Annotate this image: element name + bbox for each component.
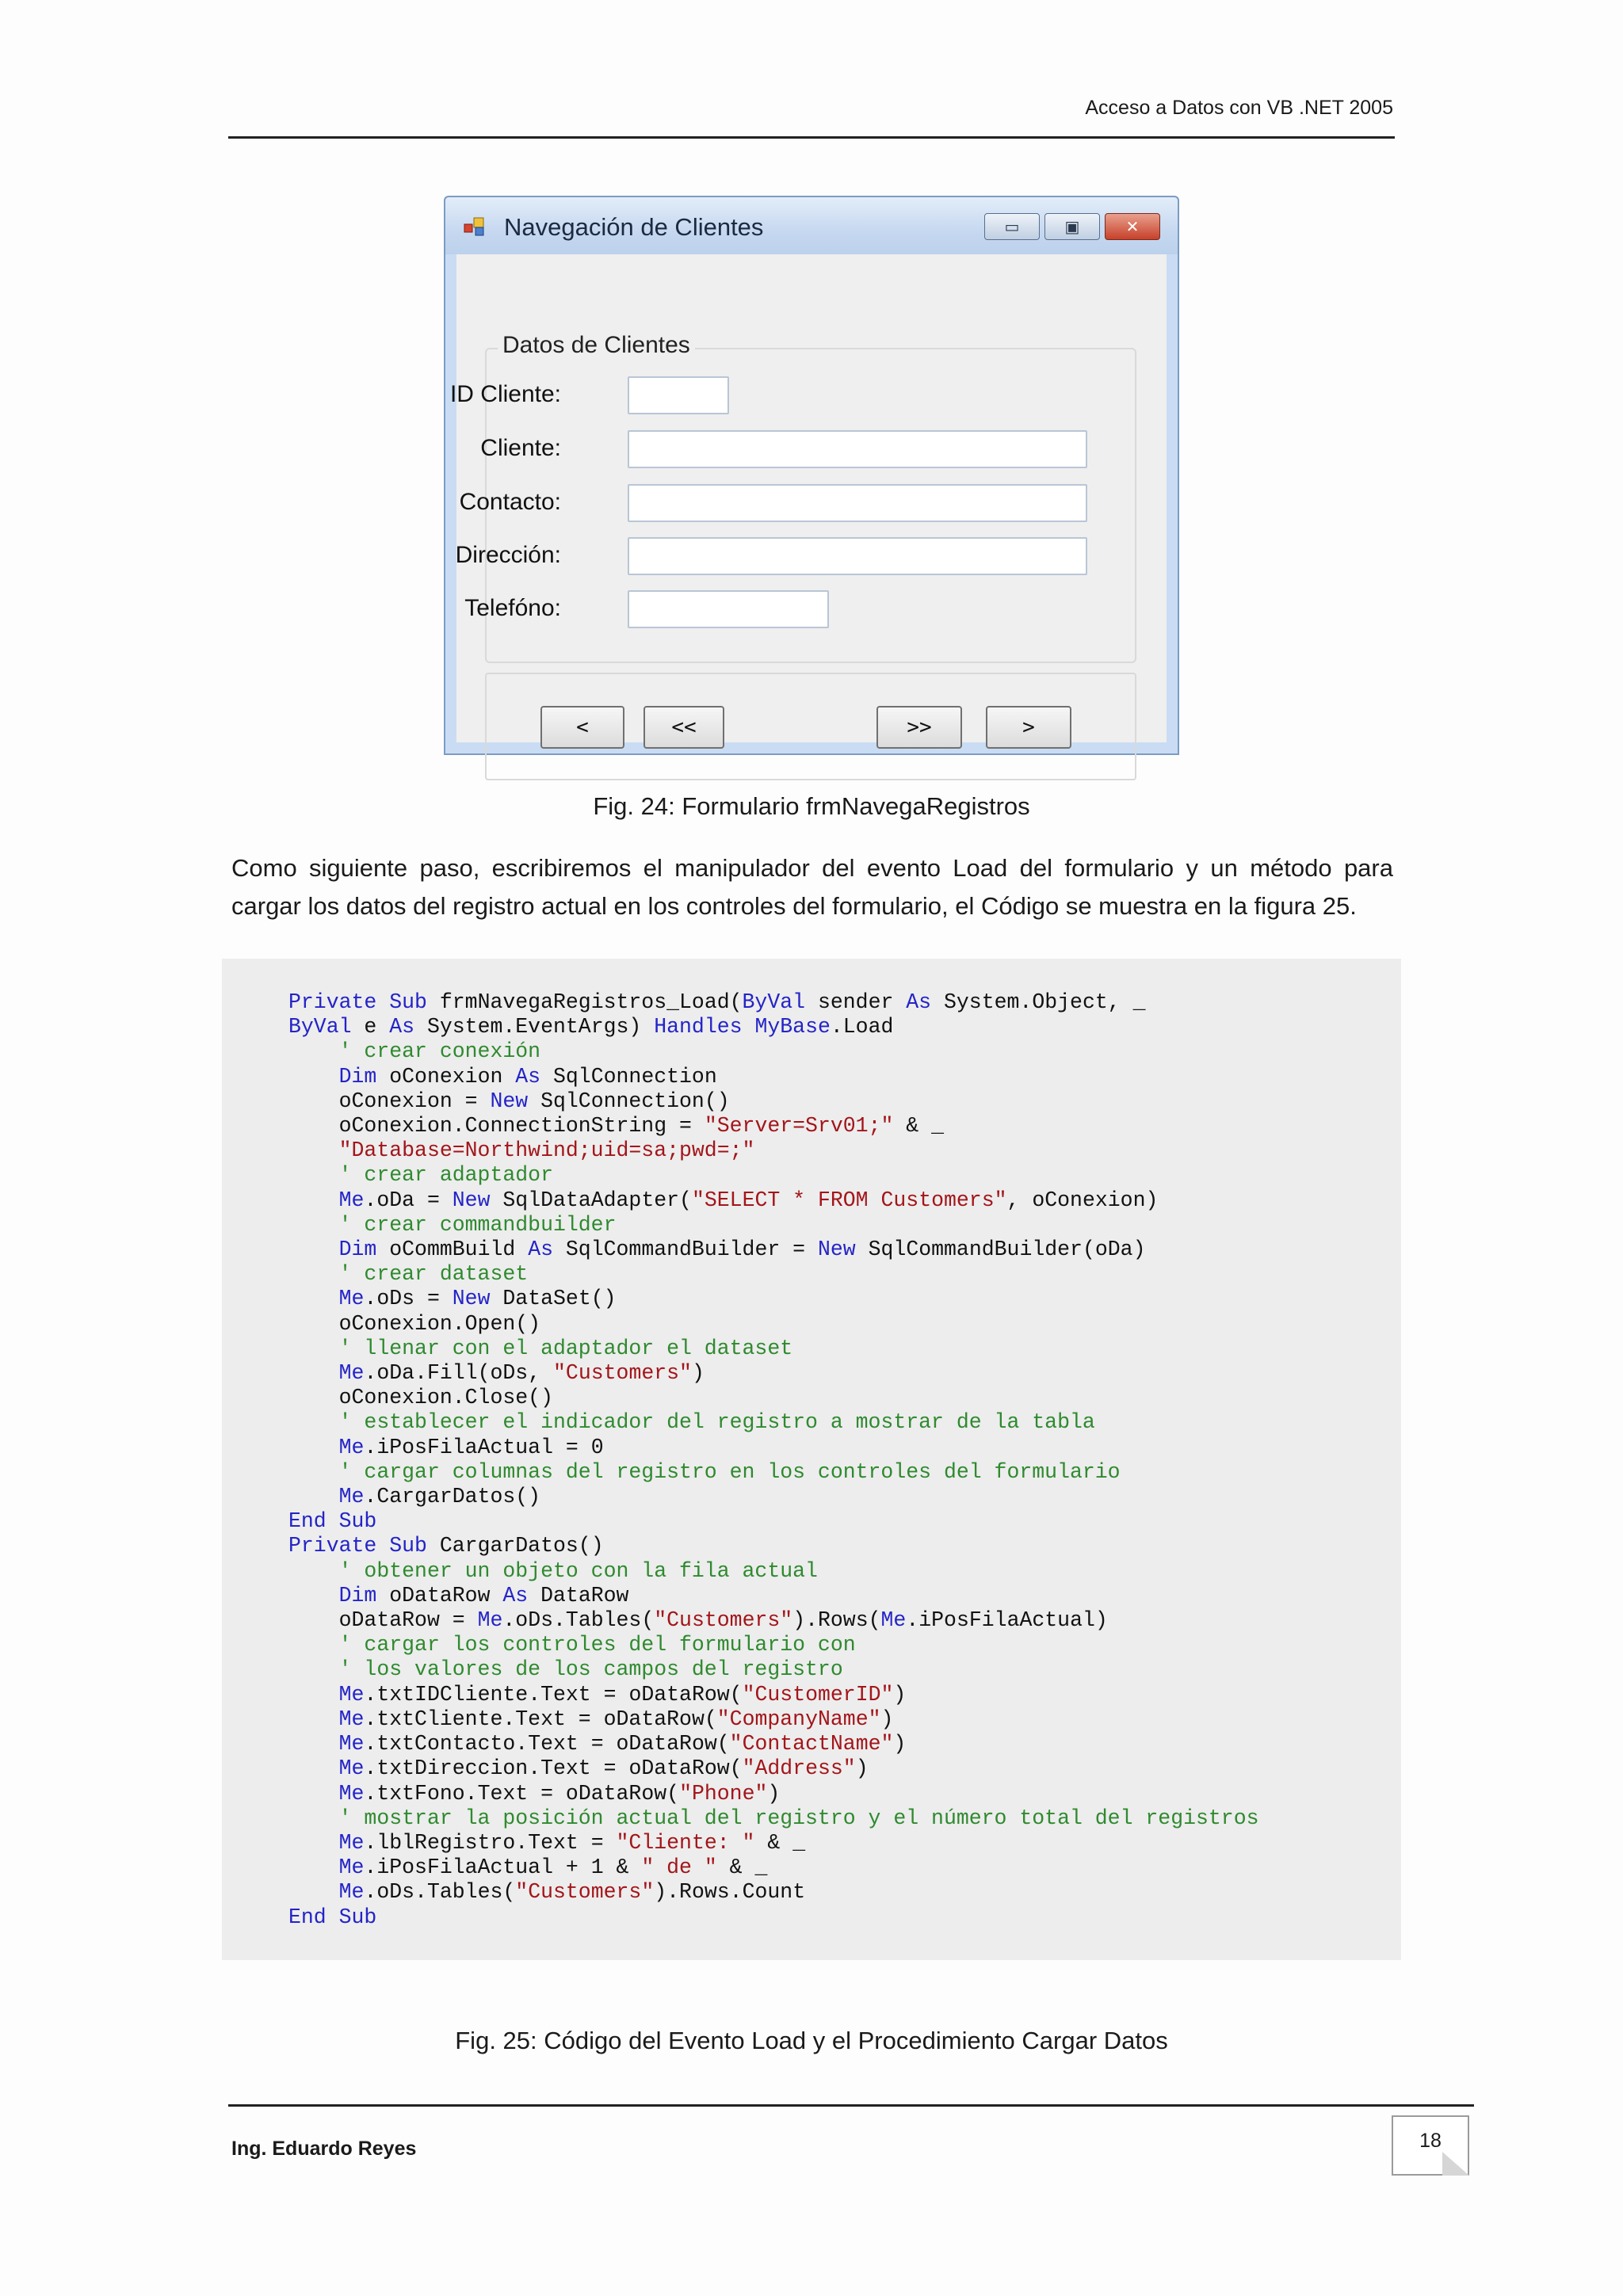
txt-telefono[interactable] <box>628 590 829 628</box>
code-line: ' crear conexión <box>338 1039 541 1064</box>
maximize-icon: ▣ <box>1064 217 1080 236</box>
code-line: Private Sub frmNavegaRegistros_Load(ByVal sender As System.Object, _ <box>288 990 1146 1014</box>
code-line: ' mostrar la posición actual del registro y el número total del registros <box>338 1806 1259 1830</box>
code-line: ' obtener un objeto con la fila actual <box>338 1558 818 1583</box>
code-line: Me.CargarDatos() <box>338 1485 541 1509</box>
code-line: "Database=Northwind;uid=sa;pwd=;" <box>338 1138 755 1163</box>
label-direccion: Dirección: <box>455 542 561 568</box>
header-rule <box>228 136 1395 139</box>
code-line: Me.oDs.Tables("Customers").Rows.Count <box>338 1880 806 1905</box>
code-line: Me.oDa.Fill(oDs, "Customers") <box>338 1361 705 1386</box>
minimize-icon: ▭ <box>1004 217 1020 236</box>
code-line: ' cargar los controles del formulario con <box>338 1633 856 1657</box>
maximize-button[interactable] <box>1044 213 1100 240</box>
last-button[interactable]: >> <box>876 706 962 749</box>
code-line: ' los valores de los campos del registro <box>338 1657 843 1682</box>
body-paragraph: Como siguiente paso, escribiremos el manipulador del evento Load del formulario y un método para cargar los datos del registro actual en los controles del formulario, el Código se muestra en la figura 25. <box>231 854 1393 920</box>
form-window <box>444 196 1179 755</box>
txt-cliente[interactable] <box>628 430 1087 468</box>
group-title: Datos de Clientes <box>498 332 695 359</box>
code-block <box>222 959 1401 1960</box>
prev-button[interactable]: < <box>540 706 624 749</box>
code-line: ' crear adaptador <box>338 1163 553 1188</box>
code-line: oConexion = New SqlConnection() <box>338 1089 730 1113</box>
code-line: oConexion.Open() <box>338 1311 541 1336</box>
txt-contacto[interactable] <box>628 484 1087 522</box>
code-line: Private Sub CargarDatos() <box>288 1534 604 1558</box>
next-button[interactable]: > <box>986 706 1071 749</box>
code-line: ' crear dataset <box>338 1262 529 1287</box>
code-line: Me.iPosFilaActual = 0 <box>338 1435 604 1459</box>
code-line: Me.txtFono.Text = oDataRow("Phone") <box>338 1781 781 1806</box>
code-line: Me.iPosFilaActual + 1 & " de " & _ <box>338 1855 768 1880</box>
label-telefono: Telefóno: <box>464 595 561 621</box>
minimize-button[interactable] <box>984 213 1040 240</box>
code-line: Me.lblRegistro.Text = "Cliente: " & _ <box>338 1830 806 1855</box>
code-line: Dim oDataRow As DataRow <box>338 1583 629 1608</box>
code-line: Me.txtIDCliente.Text = oDataRow("CustomerID") <box>338 1682 907 1707</box>
label-id-cliente: ID Cliente: <box>449 381 561 407</box>
code-line: Me.oDa = New SqlDataAdapter("SELECT * FROM Customers", oConexion) <box>338 1188 1159 1212</box>
code-line: Me.oDs = New DataSet() <box>338 1287 617 1311</box>
txt-direccion[interactable] <box>628 537 1087 575</box>
close-button[interactable] <box>1105 213 1160 240</box>
form-client-area <box>449 254 1167 742</box>
page-number-box <box>1392 2115 1469 2176</box>
code-line: ' crear commandbuilder <box>338 1212 617 1237</box>
page-number: 18 <box>1419 2130 1442 2152</box>
code-line: Me.txtCliente.Text = oDataRow("CompanyName") <box>338 1707 894 1731</box>
title-bar <box>445 197 1178 254</box>
close-icon: ✕ <box>1125 217 1140 236</box>
code-line: Dim oConexion As SqlConnection <box>338 1064 717 1089</box>
footer-author: Ing. Eduardo Reyes <box>231 2138 417 2160</box>
fig24-caption: Fig. 24: Formulario frmNavegaRegistros <box>593 792 1030 820</box>
code-line: oConexion.Close() <box>338 1386 553 1410</box>
code-line: ' llenar con el adaptador el dataset <box>338 1336 793 1360</box>
code-line: ' establecer el indicador del registro a mostrar de la tabla <box>338 1410 1095 1435</box>
window-title: Navegación de Clientes <box>504 213 764 241</box>
first-button[interactable]: << <box>643 706 724 749</box>
page-curl-icon <box>1442 2152 1469 2176</box>
code-line: End Sub <box>288 1905 377 1929</box>
code-line: Me.txtContacto.Text = oDataRow("ContactName") <box>338 1732 907 1756</box>
code-line: ' cargar columnas del registro en los controles del formulario <box>338 1459 1121 1484</box>
label-contacto: Contacto: <box>459 489 561 515</box>
code-line: End Sub <box>288 1509 377 1534</box>
code-line: oConexion.ConnectionString = "Server=Srv01;" & _ <box>338 1114 944 1138</box>
group-datos-clientes <box>449 332 1136 663</box>
code-line: Dim oCommBuild As SqlCommandBuilder = New SqlCommandBuilder(oDa) <box>338 1238 1146 1262</box>
header-title: Acceso a Datos con VB .NET 2005 <box>1085 97 1393 119</box>
code-line: Me.txtDireccion.Text = oDataRow("Address") <box>338 1756 869 1781</box>
code-line: ByVal e As System.EventArgs) Handles MyBase.Load <box>288 1015 894 1039</box>
app-icon <box>463 216 490 237</box>
navigation-panel <box>485 673 1136 780</box>
code-listing <box>288 990 1259 1930</box>
txt-id-cliente[interactable] <box>628 376 729 414</box>
label-cliente: Cliente: <box>480 435 561 461</box>
code-line: oDataRow = Me.oDs.Tables("Customers").Rows(Me.iPosFilaActual) <box>338 1608 1108 1633</box>
footer-rule <box>228 2104 1474 2107</box>
fig25-caption: Fig. 25: Código del Evento Load y el Procedimiento Cargar Datos <box>455 2027 1168 2054</box>
